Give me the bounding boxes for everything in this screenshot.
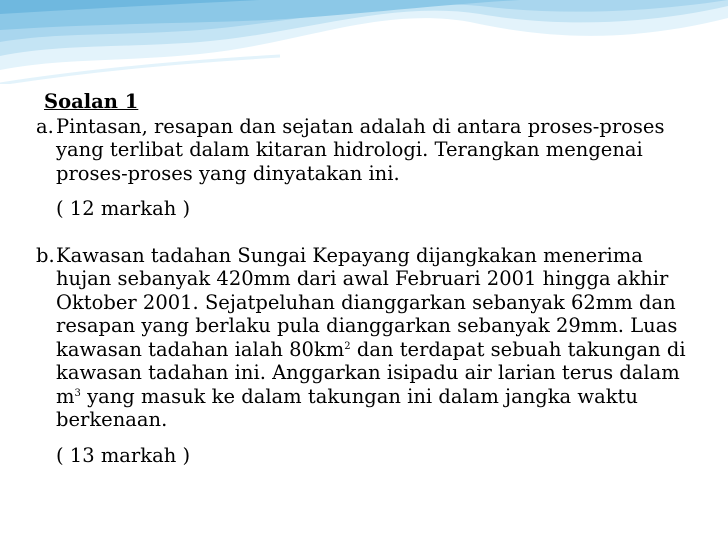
- question-a: [36, 114, 704, 221]
- question-b-text-2: dan terdapat sebuah takungan di kawasan tadahan ini. Anggarkan isipadu air larian terus dalam m: [56, 337, 686, 408]
- question-b-text-1: Kawasan tadahan Sungai Kepayang dijangkakan menerima hujan sebanyak 420mm dari awal Februari 2001 hingga akhir Oktober 2001. Sejatpeluhan dianggarkan sebanyak 62mm dan resapan yang berlaku pula dianggarkan sebanyak 29mm. Luas kawasan tadahan ialah 80km: [56, 243, 678, 361]
- question-a-body: [56, 115, 704, 221]
- question-heading: Soalan 1: [44, 90, 139, 113]
- superscript-2: 2: [344, 340, 351, 352]
- question-b-body: [56, 244, 704, 468]
- decorative-banner: [0, 0, 728, 84]
- question-b-text-3: yang masuk ke dalam takungan ini dalam jangka waktu berkenaan.: [56, 384, 638, 431]
- question-a-marks: ( 12 markah ): [56, 197, 191, 220]
- slide-content: [36, 90, 704, 467]
- question-b-marks: ( 13 markah ): [56, 443, 191, 467]
- question-b-marker: b.: [36, 243, 55, 267]
- question-b: [36, 243, 704, 468]
- question-a-text: Pintasan, resapan dan sejatan adalah di antara proses-proses yang terlibat dalam kitaran hidrologi. Terangkan mengenai proses-proses yang dinyatakan ini.: [56, 114, 665, 185]
- question-a-marker: a.: [36, 114, 54, 138]
- superscript-3: 3: [74, 387, 81, 399]
